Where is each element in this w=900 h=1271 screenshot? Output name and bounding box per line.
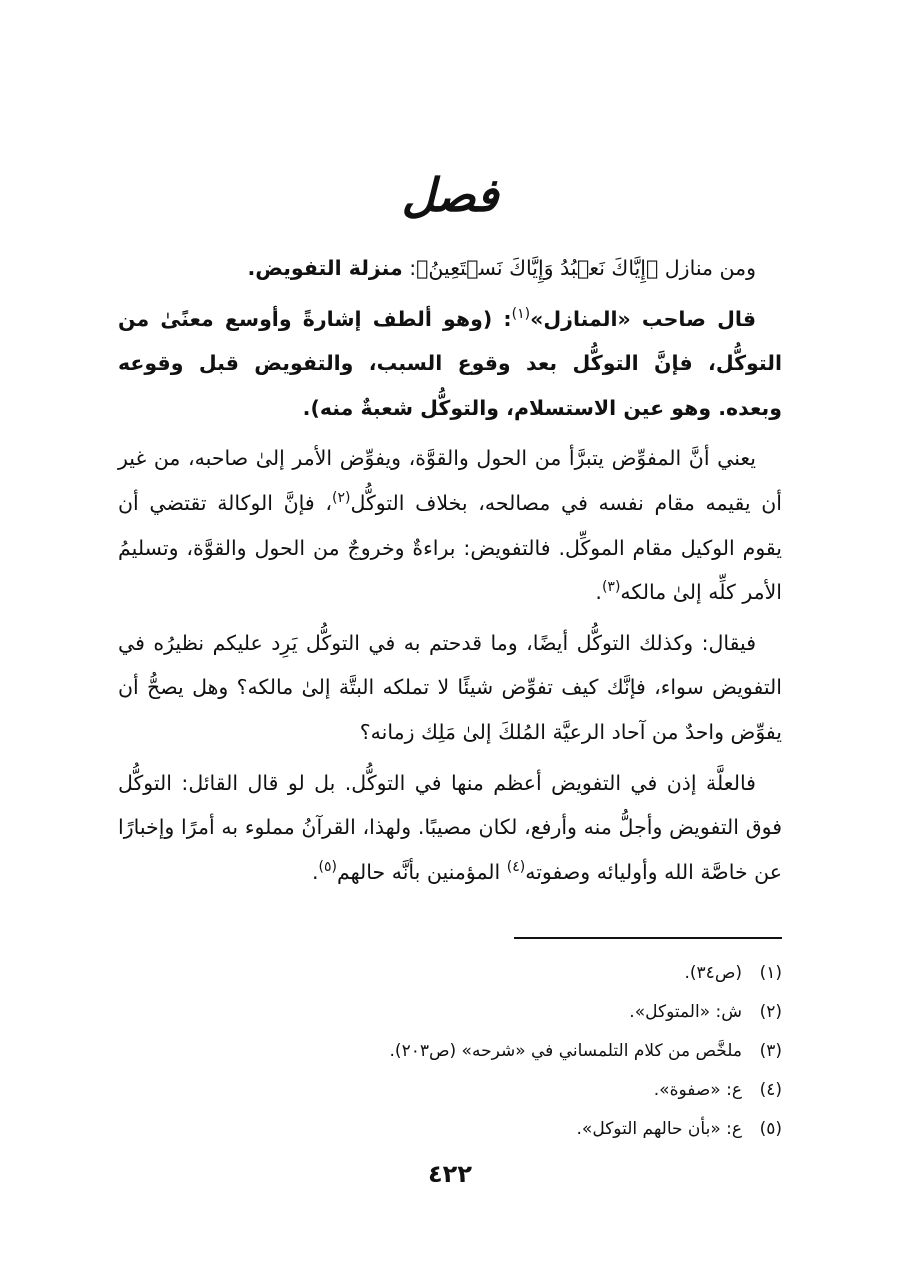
footnote-text: ع: «صفوة». — [653, 1080, 742, 1100]
footnote-text: ع: «بأن حالهم التوكل». — [576, 1119, 742, 1139]
paragraph-5 — [118, 761, 782, 895]
paragraph-3-part-a: يعني أنَّ المفوِّض يتبرَّأ من الحول والقوَّة، ويفوِّض الأمر إلىٰ صاحبه، من غير أن يقيمه مقام نفسه في مصالحه، بخلاف التوكُّل — [118, 446, 783, 515]
paragraph-1 — [118, 246, 782, 291]
section-heading: فصل — [401, 168, 499, 222]
footnote-marker-3: (٣) — [601, 579, 621, 596]
paragraph-4 — [118, 621, 782, 755]
footnote-number: (١) — [759, 963, 782, 983]
paragraph-4-text: فيقال: وكذلك التوكُّل أيضًا، وما قدحتم به في التوكُّل يَرِد عليكم نظيرُه في التفويض سواء، فإنَّك كيف تفوِّض شيئًا لا تملكه البتَّة إلىٰ مالكه؟ وهل يصحُّ أن يفوِّض واحدٌ من آحاد الرعيَّة المُلكَ إلىٰ مَلِك زمانه؟ — [118, 630, 782, 744]
footnote-text: (ص٣٤). — [684, 963, 742, 983]
footnote-text: ملخَّص من كلام التلمساني في «شرحه» (ص٢٠٣). — [389, 1041, 742, 1061]
footnote-item — [118, 1071, 782, 1110]
footnote-marker-5: (٥) — [318, 858, 337, 875]
paragraph-3-part-c: . — [595, 580, 602, 605]
paragraph-5-part-a: فالعلَّة إذن في التفويض أعظم منها في التوكُّل. بل لو قال القائل: التوكُّل فوق التفويض وأجلُّ منه وأرفع، لكان مصيبًا. ولهذا، القرآنُ مملوء به أمرًا وإخبارًا عن خاصَّة الله وأوليائه وصفوته — [118, 770, 782, 884]
footnote-item — [118, 954, 782, 993]
footnote-item — [118, 993, 782, 1032]
footnote-item — [118, 1110, 782, 1149]
footnote-number: (٥) — [759, 1119, 782, 1139]
footnote-text: ش: «المتوكل». — [629, 1002, 742, 1022]
paragraph-3-part-b: ، فإنَّ الوكالة تقتضي أن يقوم الوكيل مقام الموكِّل. فالتفويض: براءةٌ وخروجٌ من الحول والقوَّة، وتسليمُ الأمر كلِّه إلىٰ مالكه — [118, 490, 782, 605]
footnote-number: (٢) — [759, 1002, 782, 1022]
footnote-number: (٣) — [759, 1041, 782, 1061]
paragraph-5-part-b: المؤمنين بأنَّه حالهم — [336, 859, 507, 884]
paragraph-3 — [118, 436, 782, 614]
paragraph-2 — [118, 297, 782, 431]
footnote-marker-1: (١) — [511, 305, 531, 322]
paragraph-1-text: ومن منازل ﴿إِيَّاكَ نَعۡبُدُ وَإِيَّاكَ نَسۡتَعِينُ﴾: — [402, 256, 756, 280]
page-number: ٤٢٢ — [428, 1160, 472, 1188]
footnote-marker-4: (٤) — [506, 858, 526, 875]
main-text — [118, 246, 782, 900]
paragraph-2-lead: قال صاحب «المنازل» — [530, 306, 756, 331]
paragraph-1-bold: منزلة التفويض. — [247, 256, 403, 280]
footnote-item — [118, 1032, 782, 1071]
footnote-separator — [514, 937, 782, 939]
footnotes-list — [118, 954, 782, 1149]
paragraph-2-quote: : (وهو ألطف إشارةً وأوسع معنًىٰ من التوكُّل، فإنَّ التوكُّل بعد وقوع السبب، والتفويض قبل وقوعه وبعده. وهو عين الاستسلام، والتوكُّل شعبةٌ منه). — [118, 306, 782, 420]
footnote-number: (٤) — [759, 1080, 782, 1100]
paragraph-5-part-c: . — [311, 859, 319, 884]
footnote-marker-2: (٢) — [332, 490, 351, 507]
